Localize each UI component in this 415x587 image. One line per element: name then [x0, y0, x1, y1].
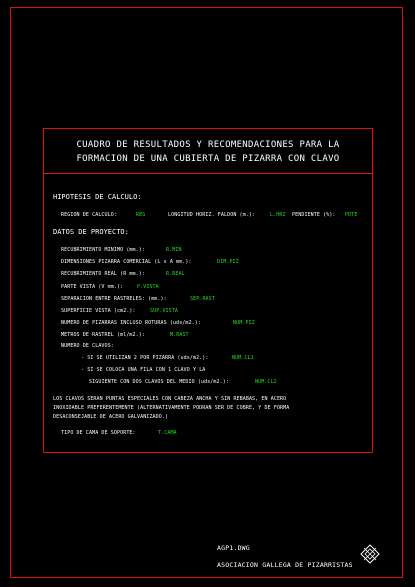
- datos-row-value: M.RAST: [170, 332, 189, 338]
- datos-row-value: P.VISTA: [137, 284, 159, 290]
- datos-row-value: R.MIN: [166, 247, 182, 253]
- datos-row-label: RECUBRIMIENTO REAL (R mm.):: [61, 271, 145, 277]
- clavos-option-2-line-1: - SI SE COLOCA UNA FILA CON 1 CLAVO Y LA: [81, 367, 206, 373]
- clavos-heading: NUMERO DE CLAVOS:: [61, 343, 114, 349]
- datos-row-value: DIM.PIZ: [217, 259, 239, 265]
- datos-heading: DATOS DE PROYECTO:: [53, 228, 129, 236]
- clavos-option-2-line-2: SIGUIENTE CON DOS CLAVOS DEL MEDIO (uds/m2.):: [89, 379, 229, 385]
- organization-name: ASOCIACION GALLEGA DE PIZARRISTAS: [217, 561, 353, 569]
- pendiente-value: PDTE: [345, 212, 358, 218]
- longitud-label: LONGITUD HORIZ. FALDON (m.):: [168, 212, 256, 218]
- table-title-line-2: FORMACION DE UNA CUBIERTA DE PIZARRA CON CLAVO: [76, 154, 340, 164]
- longitud-value: L.HRZ: [270, 212, 286, 218]
- table-title-line-1: CUADRO DE RESULTADOS Y RECOMENDACIONES PARA LA: [76, 140, 340, 150]
- table-header-divider: [43, 173, 373, 174]
- datos-row-value: NUM.PIZ: [233, 320, 255, 326]
- cama-label: TIPO DE CAMA DE SOPORTE:: [61, 430, 136, 436]
- clavos-option-1-label: - SI SE UTILIZAN 2 POR PIZARRA (uds/m2.):: [81, 355, 209, 361]
- datos-row-value: R.REAL: [166, 271, 185, 277]
- drawing-code: AGP1.DWG: [217, 544, 250, 552]
- region-label: REGION DE CALCULO:: [61, 212, 117, 218]
- datos-row-label: METROS DE RASTREL (ml/m2.):: [61, 332, 145, 338]
- recomendacion-line-3: DESACONSEJABLE DE ACERO GALVANIZADO.): [53, 414, 169, 420]
- hipotesis-heading: HIPOTESIS DE CALCULO:: [53, 193, 142, 201]
- pendiente-label: PENDIENTE (%):: [292, 212, 336, 218]
- clavos-option-2-value: NUM.CL2: [255, 379, 277, 385]
- datos-row-label: SEPARACION ENTRE RASTRELES: (mm.):: [61, 296, 167, 302]
- cama-value: T.CAMA: [158, 430, 177, 436]
- recomendacion-line-2: INOXIDABLE PREFERENTEMENTE (ALTERNATIVAMENTE PODRAN SER DE COBRE, Y DE FORMA: [53, 405, 290, 411]
- datos-row-value: SUP.VISTA: [150, 308, 178, 314]
- recomendacion-line-1: LOS CLAVOS SERAN PUNTAS ESPECIALES CON CABEZA ANCHA Y SIN REBABAS, EN ACERO: [53, 396, 287, 402]
- clavos-option-1-value: NUM.CL1: [232, 355, 254, 361]
- datos-row-label: DIMENSIONES PIZARRA COMERCIAL (L x A mm.):: [61, 259, 192, 265]
- datos-row-value: SEP.RAST: [190, 296, 215, 302]
- datos-row-label: NUMERO DE PIZARRAS INCLUSO ROTURAS (uds/m2.):: [61, 320, 201, 326]
- datos-row-label: PARTE VISTA (V mm.):: [61, 284, 124, 290]
- slate-logo-icon: [360, 544, 380, 564]
- region-value: REG: [136, 212, 146, 218]
- datos-row-label: RECUBRIMIENTO MINIMO (mm.):: [61, 247, 145, 253]
- datos-row-label: SUPERFICIE VISTA (cm2.):: [61, 308, 136, 314]
